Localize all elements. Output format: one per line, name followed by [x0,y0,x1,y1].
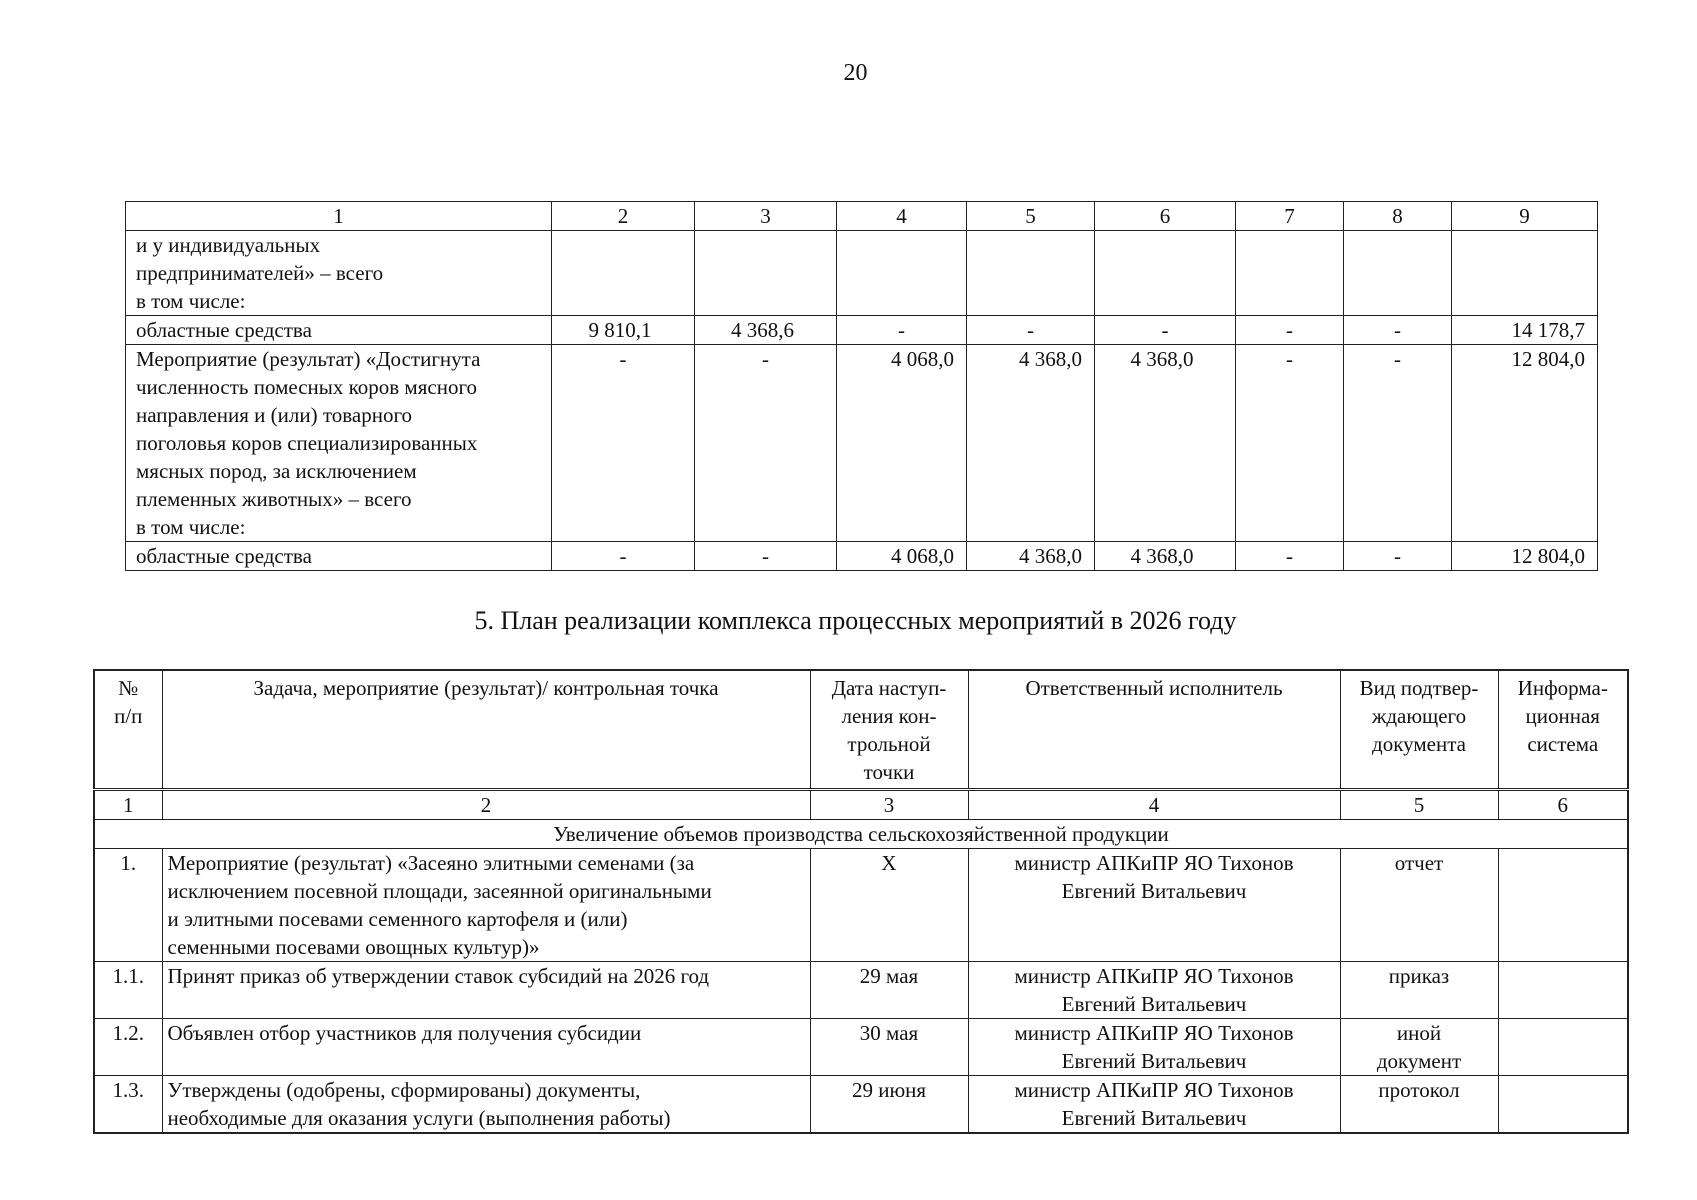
task-line: Утверждены (одобрены, сформированы) документы, [167,1078,641,1102]
header-line: Информа- [1517,676,1608,700]
funding-value: - [1344,316,1452,345]
row-document [1340,962,1498,1019]
page-number: 20 [843,60,868,86]
funding-value: - [837,316,967,345]
funding-value: - [695,542,837,571]
header-line: п/п [114,704,143,728]
funding-col-header: 1 [126,202,552,231]
label-line: племенных животных» – всего [136,487,412,511]
document-line: протокол [1378,1078,1460,1102]
plan-table-index-row [94,790,1628,820]
row-task [162,1076,810,1134]
header-line: ждающего [1371,704,1467,728]
funding-value: - [1344,542,1452,571]
funding-table-row [126,345,1598,542]
header-line: документа [1372,732,1466,756]
row-executor [968,962,1340,1019]
header-line: Дата наступ- [831,676,947,700]
label-line: направления и (или) товарного [136,403,413,427]
funding-col-header: 3 [695,202,837,231]
row-executor [968,1076,1340,1134]
document-line: приказ [1388,964,1450,988]
document-line: отчет [1394,851,1444,875]
funding-row-label [126,316,552,345]
row-system [1498,1019,1628,1076]
header-line: № [118,676,139,700]
funding-col-header: 8 [1344,202,1452,231]
funding-value [1095,231,1236,316]
row-system [1498,1076,1628,1134]
funding-value: - [552,542,695,571]
funding-value [967,231,1095,316]
row-task [162,962,810,1019]
plan-group-row [94,820,1628,849]
plan-table-header-row [94,670,1628,790]
funding-value: 4 368,0 [967,542,1095,571]
funding-value: 14 178,7 [1452,316,1598,345]
column-index: 3 [810,790,968,820]
header-line: Вид подтвер- [1359,676,1479,700]
row-number: 1.1. [94,962,162,1019]
funding-col-header: 6 [1095,202,1236,231]
task-line: Мероприятие (результат) «Засеяно элитными семенами (за [167,851,695,875]
funding-value: - [695,345,837,542]
row-document [1340,1076,1498,1134]
funding-col-header: 4 [837,202,967,231]
funding-table-row [126,231,1598,316]
executor-line: министр АПКиПР ЯО Тихонов [1014,964,1294,988]
plan-col-header-system [1498,670,1628,790]
funding-value [695,231,837,316]
header-line: ционная [1525,704,1600,728]
document-line: документ [1376,1049,1462,1073]
funding-value: 4 368,0 [967,345,1095,542]
executor-line: министр АПКиПР ЯО Тихонов [1014,851,1294,875]
executor-line: министр АПКиПР ЯО Тихонов [1014,1021,1294,1045]
executor-line: министр АПКиПР ЯО Тихонов [1014,1078,1294,1102]
row-task [162,1019,810,1076]
task-line: Объявлен отбор участников для получения субсидии [167,1021,642,1045]
funding-col-header: 2 [552,202,695,231]
funding-col-header: 7 [1236,202,1344,231]
funding-value: 4 068,0 [837,542,967,571]
section-title: 5. План реализации комплекса процессных мероприятий в 2026 году [474,606,1237,635]
plan-col-header-document [1340,670,1498,790]
plan-table-row [94,1019,1628,1076]
header-line: ления кон- [841,704,937,728]
executor-line: Евгений Витальевич [1061,1106,1247,1130]
row-date: 30 мая [810,1019,968,1076]
funding-value [837,231,967,316]
plan-table [93,669,1629,1134]
label-line: областные средства [136,318,312,342]
column-index: 6 [1498,790,1628,820]
row-system [1498,962,1628,1019]
funding-value: 4 068,0 [837,345,967,542]
document-line: иной [1396,1021,1442,1045]
label-line: в том числе: [136,289,246,313]
funding-value: - [1095,316,1236,345]
label-line: предпринимателей» – всего [136,261,384,285]
funding-value: - [967,316,1095,345]
row-date: X [810,849,968,962]
row-date: 29 мая [810,962,968,1019]
executor-line: Евгений Витальевич [1061,992,1247,1016]
task-line: необходимые для оказания услуги (выполнения работы) [167,1106,671,1130]
label-line: поголовья коров специализированных [136,431,478,455]
task-line: семенными посевами овощных культур)» [167,935,540,959]
plan-col-header-number [94,670,162,790]
label-line: мясных пород, за исключением [136,459,417,483]
funding-value: - [1236,542,1344,571]
funding-table-row [126,316,1598,345]
plan-table-row [94,962,1628,1019]
task-line: и элитными посевами семенного картофеля и (или) [167,907,628,931]
plan-table-row [94,1076,1628,1134]
funding-value: - [552,345,695,542]
column-index: 4 [968,790,1340,820]
funding-value: 12 804,0 [1452,345,1598,542]
row-executor [968,849,1340,962]
column-index: 5 [1340,790,1498,820]
label-line: численность помесных коров мясного [136,375,478,399]
funding-value: 4 368,0 [1095,542,1236,571]
task-line: Принят приказ об утверждении ставок субсидий на 2026 год [167,964,710,988]
funding-table [125,201,1598,571]
column-index: 2 [162,790,810,820]
funding-value [1452,231,1598,316]
funding-value: 12 804,0 [1452,542,1598,571]
plan-table-row [94,849,1628,962]
funding-value [1236,231,1344,316]
column-index: 1 [94,790,162,820]
header-line: Задача, мероприятие (результат)/ контрольная точка [253,676,719,700]
plan-col-header-date [810,670,968,790]
funding-value: 4 368,0 [1095,345,1236,542]
label-line: Мероприятие (результат) «Достигнута [136,347,481,371]
funding-value: 9 810,1 [552,316,695,345]
label-line: областные средства [136,544,312,568]
row-number: 1.2. [94,1019,162,1076]
row-number: 1.3. [94,1076,162,1134]
plan-col-header-task [162,670,810,790]
group-title: Увеличение объемов производства сельскохозяйственной продукции [94,820,1628,849]
funding-table-header-row [126,202,1598,231]
funding-value: 4 368,6 [695,316,837,345]
row-task [162,849,810,962]
row-date: 29 июня [810,1076,968,1134]
funding-row-label [126,231,552,316]
header-line: точки [863,760,915,784]
label-line: и у индивидуальных [136,233,321,257]
funding-row-label [126,542,552,571]
row-number: 1. [94,849,162,962]
funding-value: - [1236,316,1344,345]
funding-value [552,231,695,316]
funding-row-label [126,345,552,542]
header-line: трольной [847,732,931,756]
funding-value: - [1236,345,1344,542]
row-executor [968,1019,1340,1076]
label-line: в том числе: [136,515,246,539]
row-document [1340,849,1498,962]
funding-table-row [126,542,1598,571]
task-line: исключением посевной площади, засеянной оригинальными [167,879,712,903]
executor-line: Евгений Витальевич [1061,879,1247,903]
funding-col-header: 5 [967,202,1095,231]
executor-line: Евгений Витальевич [1061,1049,1247,1073]
row-document [1340,1019,1498,1076]
row-system [1498,849,1628,962]
plan-col-header-executor [968,670,1340,790]
header-line: Ответственный исполнитель [1025,676,1283,700]
header-line: система [1527,732,1599,756]
funding-col-header: 9 [1452,202,1598,231]
funding-value: - [1344,345,1452,542]
funding-value [1344,231,1452,316]
